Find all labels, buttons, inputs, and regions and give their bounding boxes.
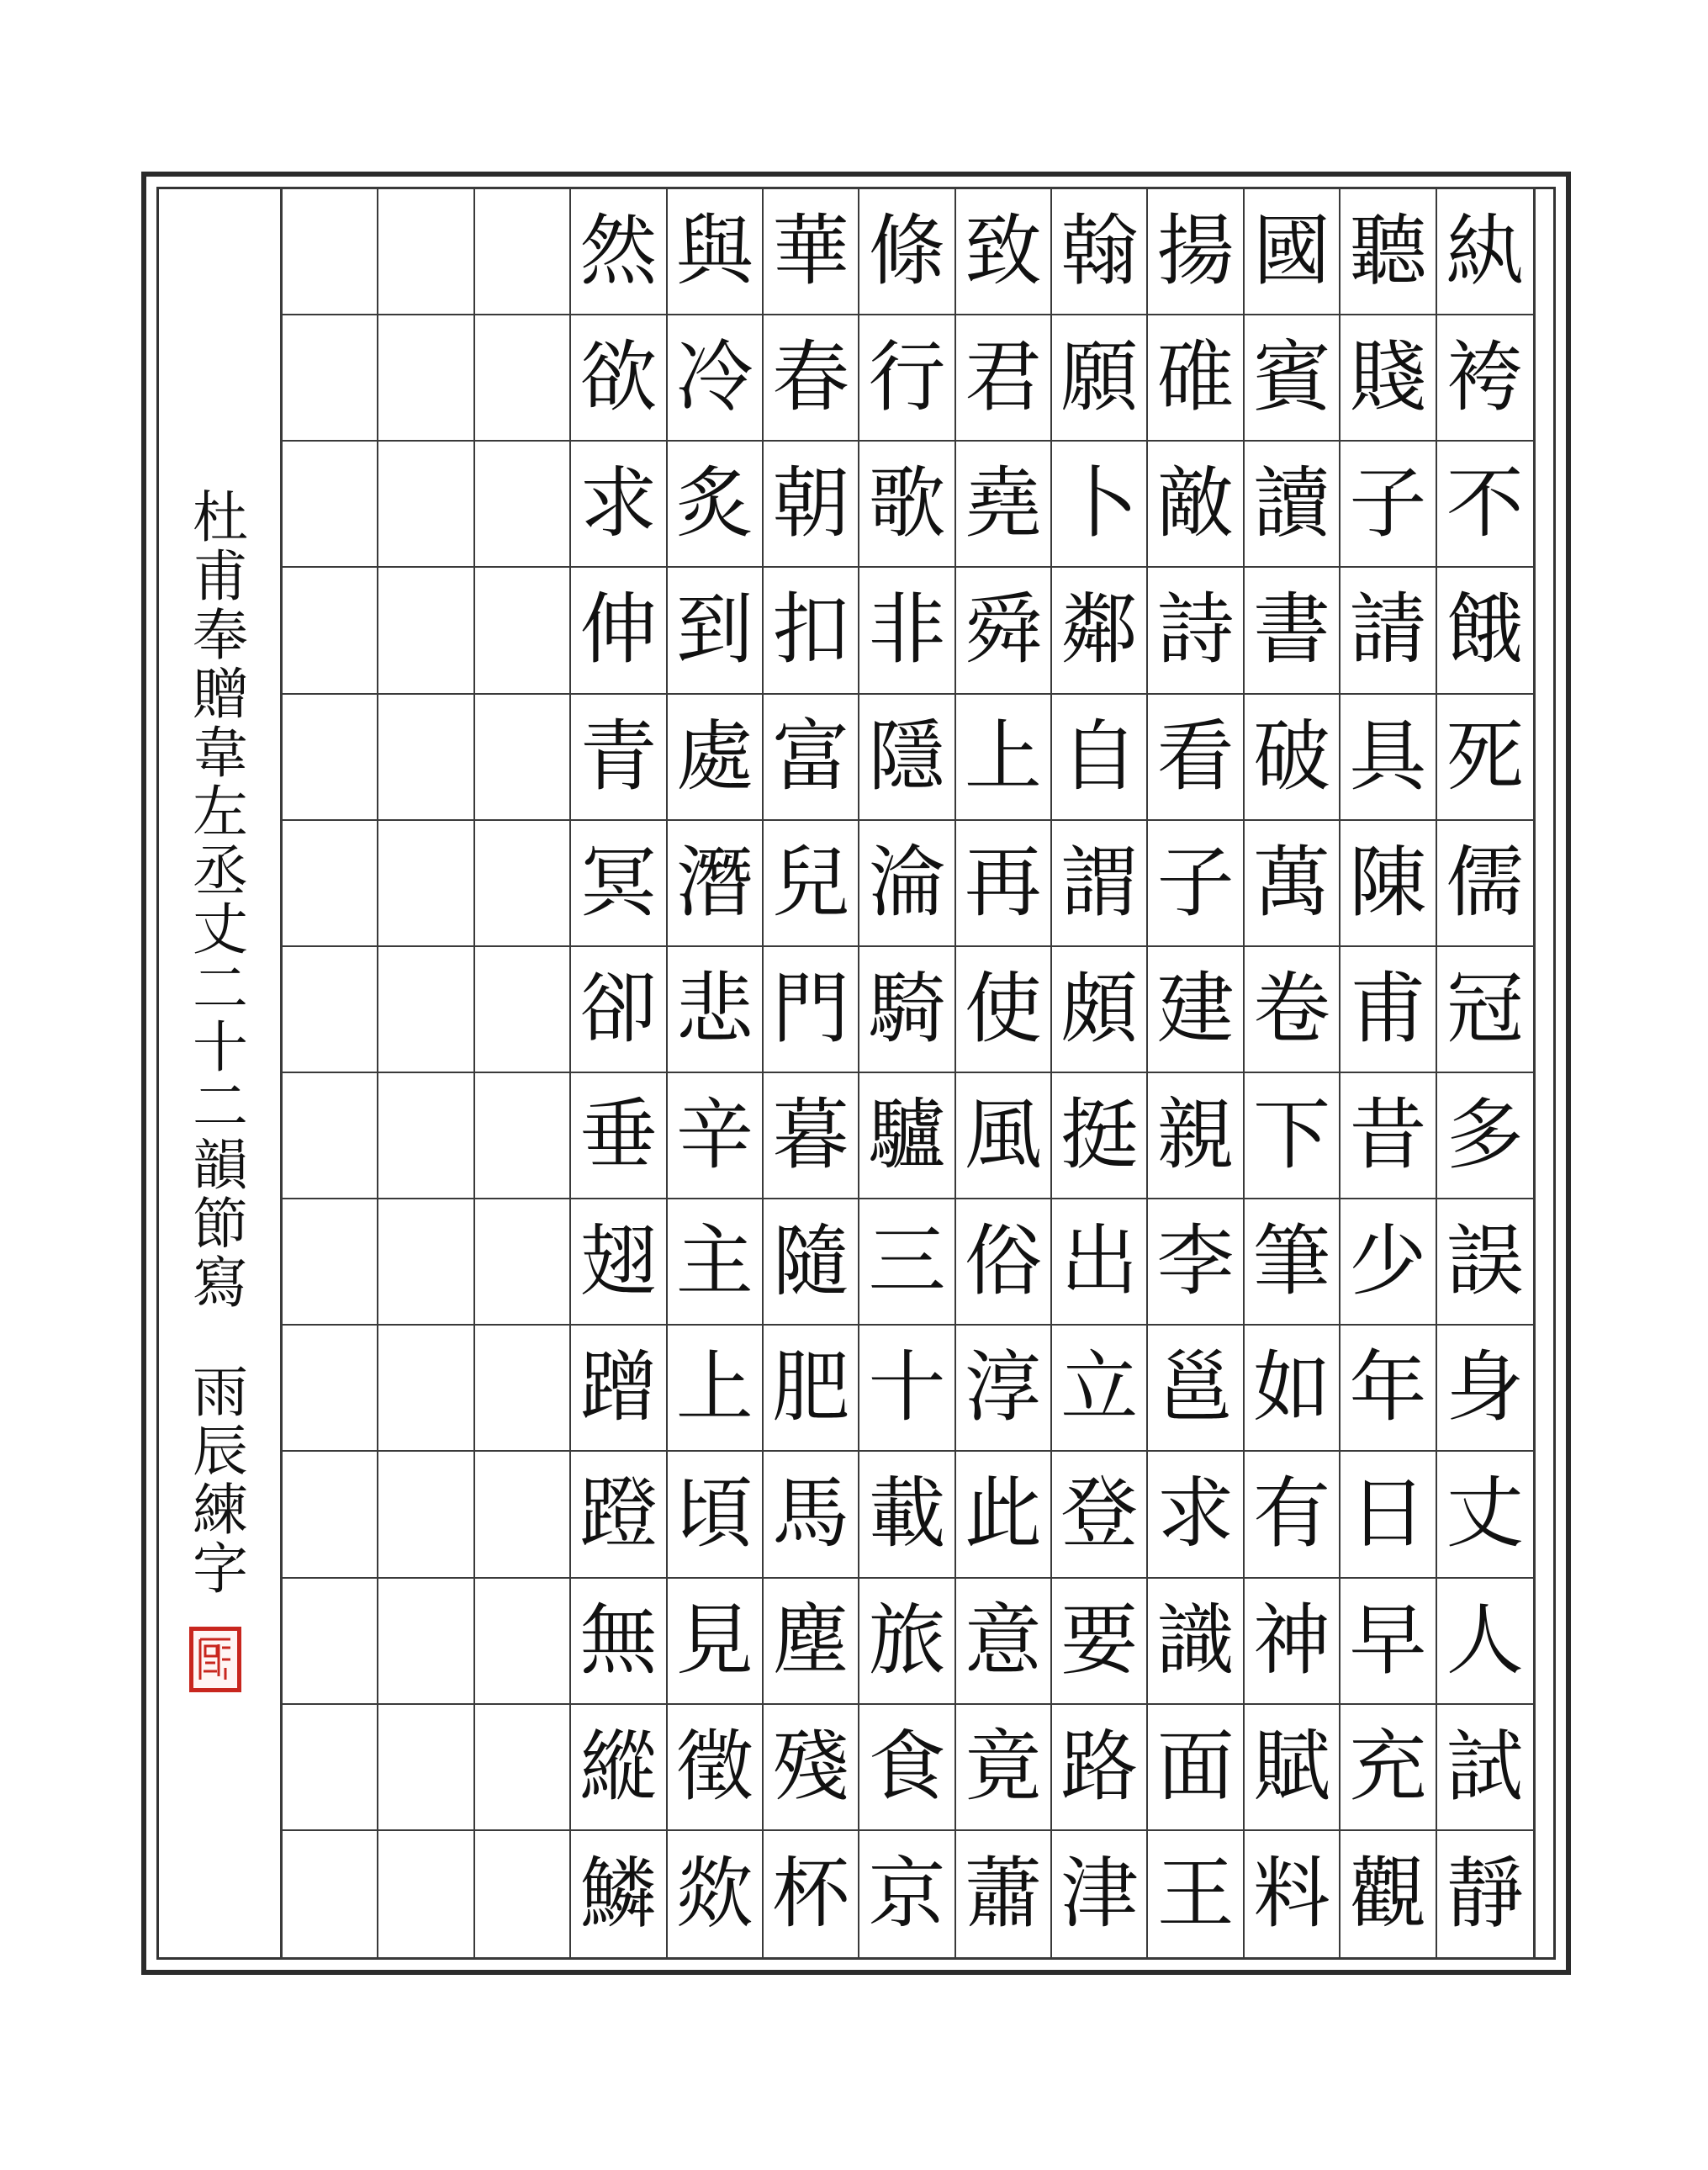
grid-char: 丈 — [1437, 1452, 1533, 1578]
grid-char: 神 — [1245, 1579, 1340, 1705]
grid-char: 上 — [668, 1326, 764, 1452]
grid-char: 筆 — [1245, 1199, 1340, 1326]
grid-char: 親 — [1148, 1073, 1244, 1199]
grid-char: 日 — [1340, 1452, 1436, 1578]
grid-cell-empty — [283, 1073, 378, 1199]
grid-char: 蕭 — [956, 1831, 1052, 1957]
grid-char: 求 — [571, 442, 667, 568]
grid-char: 與 — [668, 189, 764, 315]
grid-char: 此 — [956, 1452, 1052, 1578]
grid-cell-empty — [283, 568, 378, 694]
grid-char: 萬 — [1245, 821, 1340, 947]
grid-char: 主 — [668, 1199, 764, 1326]
grid-char: 載 — [859, 1452, 955, 1578]
grid-char: 賓 — [1245, 315, 1340, 442]
grid-cell-empty — [378, 1579, 474, 1705]
grid-char: 下 — [1245, 1073, 1340, 1199]
grid-cell-empty — [283, 1705, 378, 1831]
grid-char: 充 — [1340, 1705, 1436, 1831]
grid-char: 年 — [1340, 1326, 1436, 1452]
grid-char: 看 — [1148, 695, 1244, 821]
grid-char: 青 — [571, 695, 667, 821]
grid-char: 頃 — [668, 1452, 764, 1578]
grid-char: 敵 — [1148, 442, 1244, 568]
grid-cell-empty — [475, 315, 571, 442]
grid-char: 君 — [956, 315, 1052, 442]
grid-char: 驢 — [859, 1073, 955, 1199]
grid-char: 處 — [668, 695, 764, 821]
grid-char: 料 — [1245, 1831, 1340, 1957]
grid-char: 俗 — [956, 1199, 1052, 1326]
grid-cell-empty — [378, 1073, 474, 1199]
grid-char: 建 — [1148, 947, 1244, 1073]
grid-char: 子 — [1148, 821, 1244, 947]
grid-char: 賤 — [1340, 315, 1436, 442]
colophon — [180, 488, 251, 1692]
grid-char: 堯 — [956, 442, 1052, 568]
grid-char: 鱗 — [571, 1831, 667, 1957]
grid-char: 有 — [1245, 1452, 1340, 1578]
grid-char: 多 — [1437, 1073, 1533, 1199]
grid-char: 門 — [764, 947, 859, 1073]
grid-char: 然 — [571, 189, 667, 315]
grid-char: 翅 — [571, 1199, 667, 1326]
grid-char: 蹭 — [571, 1326, 667, 1452]
grid-char: 詩 — [1148, 568, 1244, 694]
grid-char: 如 — [1245, 1326, 1340, 1452]
grid-char: 兒 — [764, 821, 859, 947]
grid-char: 上 — [956, 695, 1052, 821]
grid-char: 昔 — [1340, 1073, 1436, 1199]
grid-cell-empty — [475, 442, 571, 568]
grid-cell-empty — [283, 821, 378, 947]
grid-char: 卜 — [1052, 442, 1148, 568]
grid-cell-empty — [378, 821, 474, 947]
grid-cell-empty — [475, 1073, 571, 1199]
grid-char: 竟 — [956, 1705, 1052, 1831]
grid-cell-empty — [283, 442, 378, 568]
grid-char: 碓 — [1148, 315, 1244, 442]
grid-char: 紈 — [1437, 189, 1533, 315]
grid-char: 路 — [1052, 1705, 1148, 1831]
grid-char: 人 — [1437, 1579, 1533, 1705]
grid-char: 富 — [764, 695, 859, 821]
grid-char: 頗 — [1052, 947, 1148, 1073]
grid-char: 舜 — [956, 568, 1052, 694]
grid-char: 使 — [956, 947, 1052, 1073]
grid-char: 再 — [956, 821, 1052, 947]
grid-char: 杯 — [764, 1831, 859, 1957]
grid-char: 欲 — [571, 315, 667, 442]
grid-char: 不 — [1437, 442, 1533, 568]
grid-cell-empty — [475, 568, 571, 694]
grid-cell-empty — [475, 821, 571, 947]
grid-cell-empty — [475, 1452, 571, 1578]
grid-char: 讀 — [1245, 442, 1340, 568]
grid-char: 伸 — [571, 568, 667, 694]
grid-char: 邕 — [1148, 1326, 1244, 1452]
grid-char: 華 — [764, 189, 859, 315]
grid-cell-empty — [378, 695, 474, 821]
grid-char: 李 — [1148, 1199, 1244, 1326]
grid-char: 淪 — [859, 821, 955, 947]
grid-char: 欻 — [668, 1831, 764, 1957]
grid-char: 請 — [1340, 568, 1436, 694]
grid-char: 徵 — [668, 1705, 764, 1831]
grid-char: 要 — [1052, 1579, 1148, 1705]
grid-cell-empty — [378, 442, 474, 568]
grid-char: 到 — [668, 568, 764, 694]
grid-char: 誤 — [1437, 1199, 1533, 1326]
colophon-title: 杜甫奉贈韋左丞丈二十二韻節寫 — [182, 488, 248, 1312]
grid-char: 國 — [1245, 189, 1340, 315]
grid-char: 早 — [1340, 1579, 1436, 1705]
grid-char: 子 — [1340, 442, 1436, 568]
grid-char: 殘 — [764, 1705, 859, 1831]
grid-cell-empty — [283, 1579, 378, 1705]
grid-cell-empty — [378, 568, 474, 694]
grid-char: 揚 — [1148, 189, 1244, 315]
grid-cell-empty — [378, 1705, 474, 1831]
grid-char: 具 — [1340, 695, 1436, 821]
grid-char: 食 — [859, 1705, 955, 1831]
grid-char: 條 — [859, 189, 955, 315]
character-grid — [280, 187, 1536, 1960]
grid-char: 津 — [1052, 1831, 1148, 1957]
colophon-author: 雨辰練字 — [182, 1363, 248, 1598]
grid-cell-empty — [283, 1452, 378, 1578]
grid-cell-empty — [283, 1326, 378, 1452]
grid-char: 卷 — [1245, 947, 1340, 1073]
grid-char: 肥 — [764, 1326, 859, 1452]
grid-cell-empty — [475, 695, 571, 821]
grid-cell-empty — [283, 1831, 378, 1957]
grid-char: 破 — [1245, 695, 1340, 821]
grid-char: 立 — [1052, 1326, 1148, 1452]
grid-char: 炙 — [668, 442, 764, 568]
grid-char: 面 — [1148, 1705, 1244, 1831]
grid-char: 儒 — [1437, 821, 1533, 947]
grid-cell-empty — [475, 189, 571, 315]
grid-char: 身 — [1437, 1326, 1533, 1452]
grid-cell-empty — [475, 947, 571, 1073]
grid-char: 死 — [1437, 695, 1533, 821]
grid-char: 卻 — [571, 947, 667, 1073]
grid-char: 餓 — [1437, 568, 1533, 694]
grid-char: 縱 — [571, 1705, 667, 1831]
grid-char: 聽 — [1340, 189, 1436, 315]
grid-char: 見 — [668, 1579, 764, 1705]
grid-char: 出 — [1052, 1199, 1148, 1326]
grid-cell-empty — [378, 1199, 474, 1326]
grid-char: 淳 — [956, 1326, 1052, 1452]
grid-char: 三 — [859, 1199, 955, 1326]
grid-char: 冠 — [1437, 947, 1533, 1073]
grid-char: 辛 — [668, 1073, 764, 1199]
grid-cell-empty — [378, 1326, 474, 1452]
grid-char: 春 — [764, 315, 859, 442]
grid-char: 袴 — [1437, 315, 1533, 442]
grid-char: 試 — [1437, 1705, 1533, 1831]
grid-char: 鄰 — [1052, 568, 1148, 694]
grid-char: 願 — [1052, 315, 1148, 442]
grid-char: 扣 — [764, 568, 859, 694]
grid-char: 書 — [1245, 568, 1340, 694]
grid-char: 十 — [859, 1326, 955, 1452]
grid-char: 謂 — [1052, 821, 1148, 947]
grid-char: 冷 — [668, 315, 764, 442]
grid-cell-empty — [378, 189, 474, 315]
grid-char: 王 — [1148, 1831, 1244, 1957]
grid-cell-empty — [283, 947, 378, 1073]
grid-cell-empty — [475, 1326, 571, 1452]
grid-char: 歌 — [859, 442, 955, 568]
grid-cell-empty — [378, 1452, 474, 1578]
grid-char: 少 — [1340, 1199, 1436, 1326]
grid-char: 蹬 — [571, 1452, 667, 1578]
grid-cell-empty — [378, 1831, 474, 1957]
grid-cell-empty — [475, 1199, 571, 1326]
grid-char: 意 — [956, 1579, 1052, 1705]
grid-char: 致 — [956, 189, 1052, 315]
grid-char: 觀 — [1340, 1831, 1436, 1957]
grid-char: 京 — [859, 1831, 955, 1957]
grid-char: 登 — [1052, 1452, 1148, 1578]
grid-char: 冥 — [571, 821, 667, 947]
grid-cell-empty — [475, 1579, 571, 1705]
grid-char: 旅 — [859, 1579, 955, 1705]
grid-char: 潛 — [668, 821, 764, 947]
grid-cell-empty — [475, 1831, 571, 1957]
grid-char: 垂 — [571, 1073, 667, 1199]
grid-char: 風 — [956, 1073, 1052, 1199]
grid-char: 陳 — [1340, 821, 1436, 947]
grid-char: 悲 — [668, 947, 764, 1073]
grid-char: 求 — [1148, 1452, 1244, 1578]
grid-char: 隱 — [859, 695, 955, 821]
grid-char: 識 — [1148, 1579, 1244, 1705]
grid-char: 賦 — [1245, 1705, 1340, 1831]
grid-cell-empty — [283, 1199, 378, 1326]
grid-char: 靜 — [1446, 1848, 1524, 1939]
red-seal-icon — [189, 1627, 241, 1692]
grid-cell-empty — [378, 947, 474, 1073]
grid-cell-empty — [283, 189, 378, 315]
grid-char: 暮 — [764, 1073, 859, 1199]
grid-char: 無 — [571, 1579, 667, 1705]
grid-char: 馬 — [764, 1452, 859, 1578]
grid-char: 非 — [859, 568, 955, 694]
grid-char: 行 — [859, 315, 955, 442]
grid-cell-empty — [283, 315, 378, 442]
grid-cell-empty — [378, 315, 474, 442]
grid-char: 塵 — [764, 1579, 859, 1705]
grid-char: 翰 — [1052, 189, 1148, 315]
grid-char: 朝 — [764, 442, 859, 568]
grid-cell-empty — [475, 1705, 571, 1831]
grid-cell-empty — [283, 695, 378, 821]
grid-char: 隨 — [764, 1199, 859, 1326]
grid-char: 甫 — [1340, 947, 1436, 1073]
grid-char: 挺 — [1052, 1073, 1148, 1199]
grid-char: 自 — [1052, 695, 1148, 821]
grid-char: 騎 — [859, 947, 955, 1073]
